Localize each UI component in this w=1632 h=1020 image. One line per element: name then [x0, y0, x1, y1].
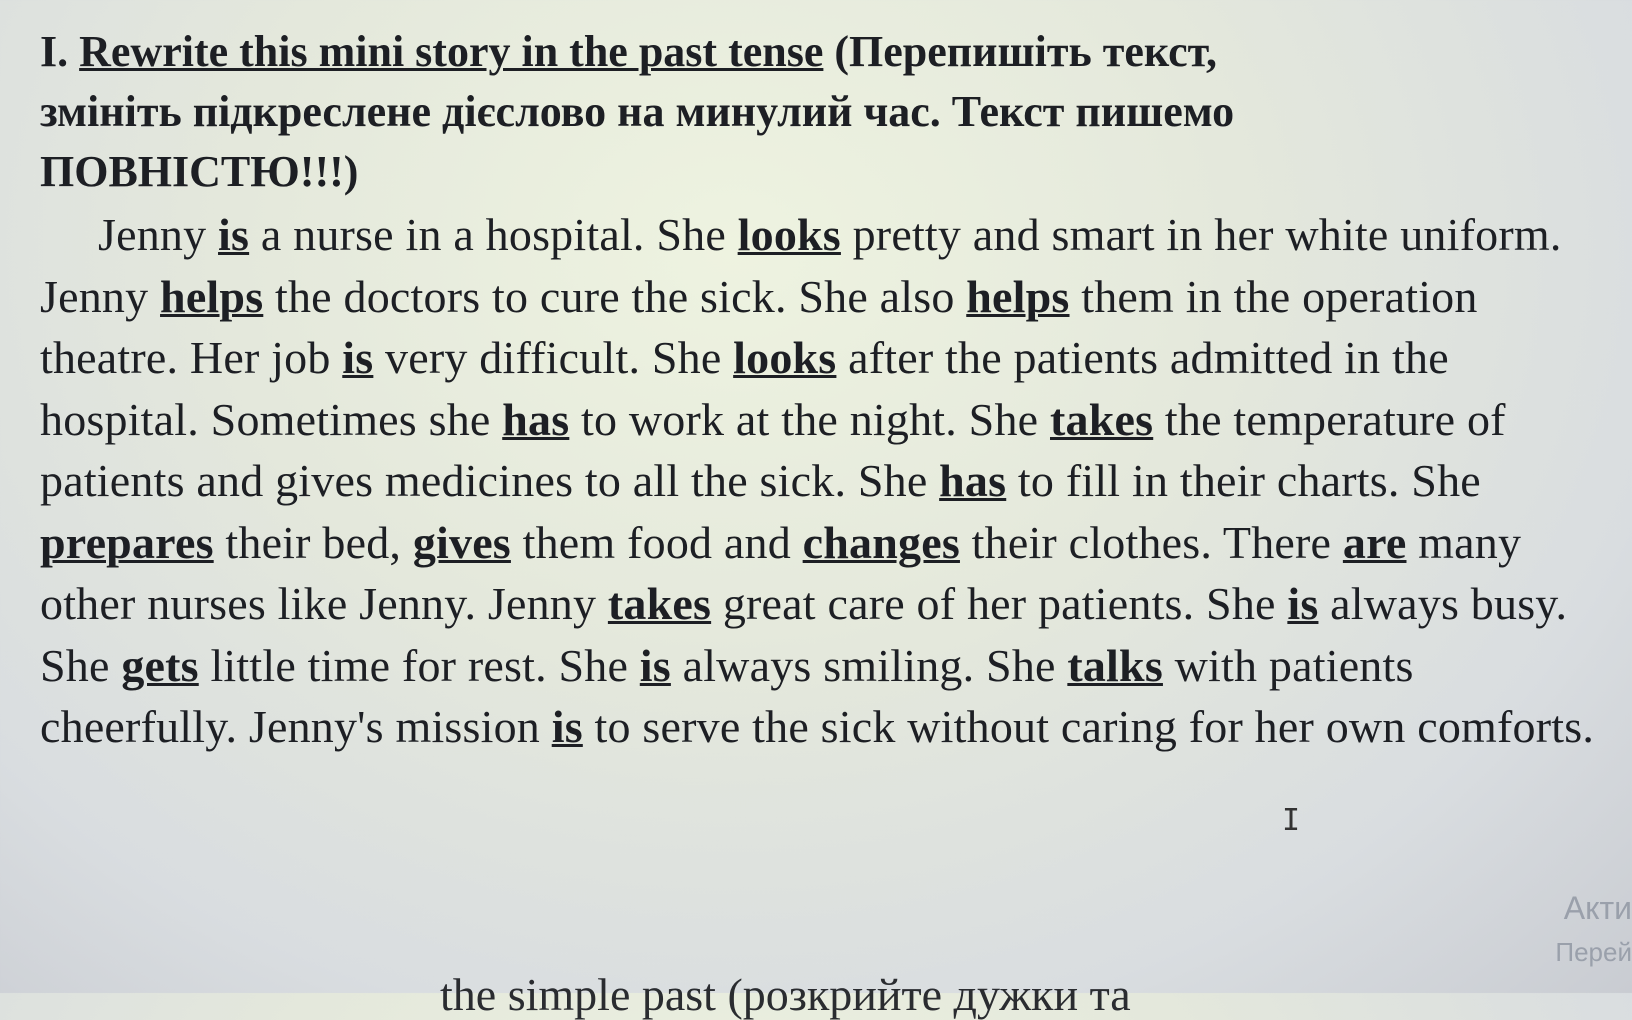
underlined-verb: helps [966, 270, 1070, 322]
underlined-verb: has [502, 393, 570, 445]
underlined-verb: is [639, 639, 671, 691]
story-text: pretty and smart in her white uniform. Jenny [40, 209, 1562, 322]
text-cursor-icon: I [1282, 803, 1301, 838]
task-instruction-ukrainian-part1: (Перепишіть текст, [823, 27, 1217, 76]
story-text: a nurse in a hospital. She [249, 209, 738, 260]
story-text: Jenny [98, 209, 219, 260]
task-instruction-ukrainian-part2: змініть підкреслене дієслово на минулий час. Текст пишемо [40, 87, 1235, 136]
story-text: the doctors to cure the sick. She also [263, 270, 967, 322]
story-text: the temperature of patients and gives medicines to all the sick. She [40, 393, 1506, 506]
task-instruction-ukrainian-part3: ПОВНІСТЮ!!!) [40, 147, 359, 196]
story-text: to serve the sick without caring for her own comforts. [582, 701, 1595, 752]
next-task-partial-line: the simple past (розкрийте дужки та [440, 969, 1131, 1020]
underlined-verb: takes [1050, 393, 1154, 445]
task-heading [40, 22, 1600, 202]
story-text: after the patients admitted in the hospital. Sometimes she [40, 332, 1449, 445]
underlined-verb: takes [607, 578, 712, 629]
story-text: their bed, [213, 516, 413, 568]
story-text: them food and [510, 516, 803, 568]
document-sheet [40, 22, 1600, 758]
underlined-verb: are [1342, 516, 1407, 568]
task-number: I. [40, 27, 69, 76]
story-text: great care of her patients. She [711, 578, 1288, 629]
story-text: to work at the night. She [569, 393, 1050, 445]
underlined-verb: looks [733, 332, 837, 383]
underlined-verb: helps [160, 270, 264, 322]
story-text: their clothes. There [959, 516, 1343, 568]
story-text: little time for rest. She [198, 639, 640, 691]
underlined-verb: gets [121, 639, 199, 691]
underlined-verb: is [551, 701, 583, 752]
underlined-verb: looks [737, 209, 841, 260]
story-text: very difficult. She [373, 332, 734, 383]
story-text: always busy. She [40, 578, 1568, 691]
underlined-verb: has [939, 455, 1007, 506]
story-paragraph [40, 204, 1600, 758]
underlined-verb: is [342, 332, 374, 383]
underlined-verb: is [218, 209, 250, 260]
underlined-verb: prepares [40, 516, 214, 568]
underlined-verb: gives [412, 516, 511, 568]
activation-watermark-line1: Акти [1563, 890, 1632, 926]
story-text: with patients cheerfully. Jenny's mission [40, 639, 1414, 752]
underlined-verb: is [1287, 578, 1319, 629]
underlined-verb: changes [802, 516, 960, 568]
story-text: to fill in their charts. She [1006, 455, 1481, 506]
story-text: them in the operation theatre. Her job [40, 270, 1478, 383]
story-text: many other nurses like Jenny. Jenny [40, 516, 1522, 629]
underlined-verb: talks [1067, 639, 1163, 691]
task-instruction-english: Rewrite this mini story in the past tense [79, 27, 824, 76]
activation-watermark-line2: Перей [1555, 937, 1632, 967]
story-text: always smiling. She [670, 639, 1068, 691]
